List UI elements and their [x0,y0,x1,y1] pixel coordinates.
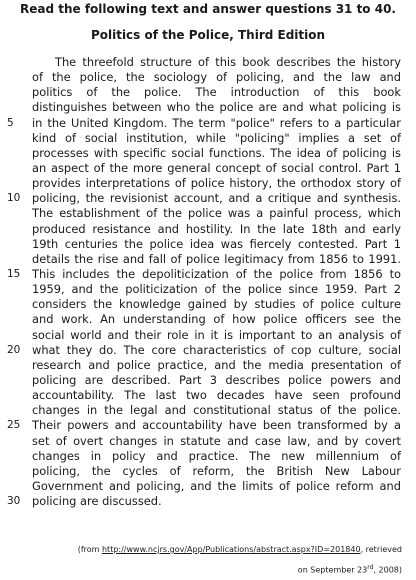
passage-line [0,206,416,221]
passage-line [0,252,416,267]
source-year: , 2008) [373,565,402,575]
line-text: This includes the depoliticization of the police from 1856 to [32,266,401,281]
passage-line [0,312,416,327]
source-suffix: , retrieved [360,545,402,554]
line-text: details the rise and fall of police legitimacy from 1856 to 1991. [32,251,401,266]
line-text: kind of social institution, while "policing" implies a set of [32,130,401,145]
passage-line [0,343,416,358]
passage-line [0,479,416,494]
line-text: Their powers and accountability have been transformed by a [32,418,401,433]
line-text: changes in policy and practice. The new millennium of [32,448,401,463]
line-text: considers the knowledge gained by studies of police culture [32,297,401,312]
passage-title: Politics of the Police, Third Edition [90,28,326,42]
line-text: of the police, the sociology of policing, and the law and [32,70,401,85]
passage-line [0,403,416,418]
passage-line [0,449,416,464]
passage-line [0,191,416,206]
source-citation [78,541,402,580]
passage-line [0,297,416,312]
line-text: set of overt changes in statute and case law, and by covert [32,433,401,448]
source-line-1 [78,541,402,559]
passage-line [0,494,416,509]
line-text: The establishment of the police was a painful process, which [32,206,401,221]
line-text: The threefold structure of this book describes the history [55,55,401,69]
source-line-2 [78,559,402,580]
source-date: on September 23 [297,565,368,575]
passage-line [0,85,416,100]
line-text: and work. An understanding of how police officers see the [32,312,401,327]
passage-line [0,464,416,479]
passage-line [0,282,416,297]
passage-line [0,70,416,85]
passage-line [0,373,416,388]
line-text: policing, the revisionist account, and a critique and synthesis. [32,191,401,206]
line-text: distinguishes between who the police are and what policing is [32,100,401,115]
line-text: an aspect of the more general concept of social control. Part 1 [32,160,401,175]
line-number: 20 [7,343,21,356]
line-text: accountability. The last two decades have seen profound [32,388,401,403]
passage-line [0,388,416,403]
passage-text [0,55,416,509]
passage-line [0,131,416,146]
source-prefix: (from [77,545,102,554]
line-number: 25 [7,419,21,432]
line-text: provides interpretations of police history, the orthodox story of [32,176,401,191]
passage-line [0,100,416,115]
line-text: 19th centuries the police idea was fiercely contested. Part 1 [32,236,401,251]
line-text: politics of the police. The introduction of this book [32,85,401,100]
line-number: 5 [7,116,14,129]
line-number: 10 [7,192,21,205]
line-text: 1959, and the politicization of the police since 1959. Part 2 [32,282,401,297]
line-text: produced resistance and hostility. In the late 18th and early [32,221,401,236]
passage-line [0,55,416,70]
passage-line [0,222,416,237]
line-text: social world and their role in it is important to an analysis of [32,327,401,342]
source-date-sup: rd [367,564,374,571]
passage-line [0,358,416,373]
line-text: in the United Kingdom. The term "police" refers to a particular [32,115,401,130]
line-text: what they do. The core characteristics of cop culture, social [32,342,401,357]
instruction-heading: Read the following text and answer questions 31 to 40. [20,2,396,16]
passage-line [0,267,416,282]
line-text: policing are discussed. [32,494,162,509]
line-text: research and police practice, and the media presentation of [32,357,401,372]
line-text: changes in the legal and constitutional status of the police. [32,403,401,418]
passage-line [0,116,416,131]
passage-line [0,328,416,343]
line-text: Government and policing, and the limits of police reform and [32,478,401,493]
line-text: policing are described. Part 3 describes police powers and [32,372,401,387]
line-text: policing, the cycles of reform, the British New Labour [32,463,401,478]
passage-line [0,161,416,176]
passage-line [0,237,416,252]
source-link[interactable]: http://www.ncjrs.gov/App/Publications/abstract.aspx?ID=201840 [101,545,361,554]
passage-line [0,146,416,161]
line-number: 30 [7,495,21,508]
line-number: 15 [7,267,21,280]
passage-line [0,434,416,449]
passage-line [0,418,416,433]
passage-line [0,176,416,191]
line-text: processes with specific social functions. The idea of policing is [32,145,401,160]
